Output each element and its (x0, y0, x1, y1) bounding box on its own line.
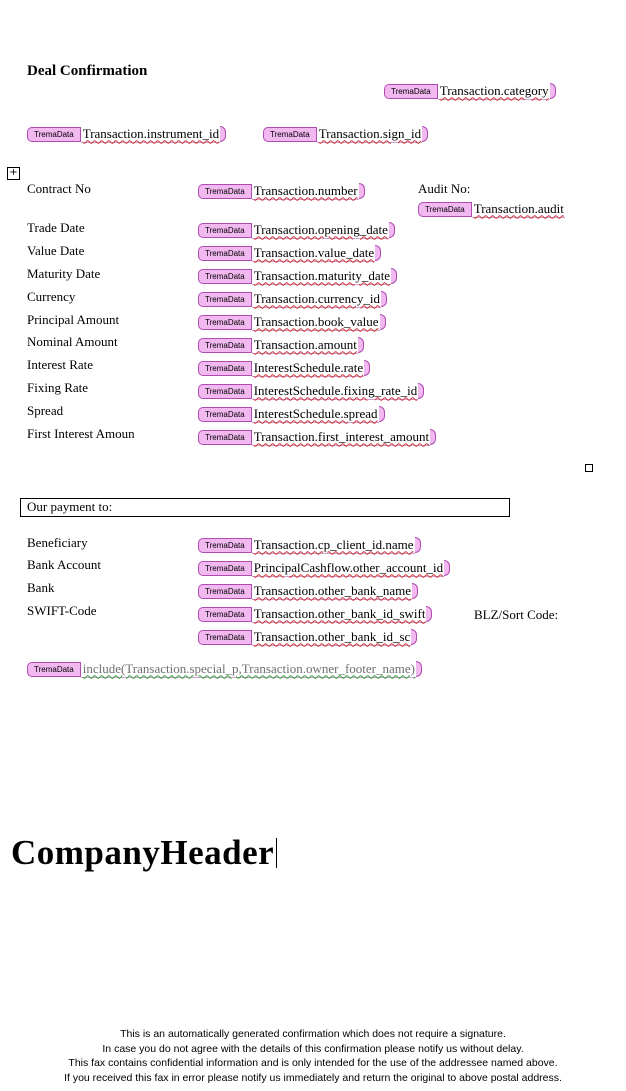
label-principal-amount: Principal Amount (27, 312, 120, 327)
tremadata-tag: TremaData (198, 246, 252, 261)
field-end-cap (389, 222, 395, 238)
field-end-cap (415, 537, 421, 553)
field-value: Transaction.maturity_date (253, 267, 391, 283)
field-value: Transaction.sign_id (318, 125, 422, 141)
tremadata-tag: TremaData (198, 584, 252, 599)
field-value: Transaction.currency_id (253, 290, 380, 306)
label-nominal-amount: Nominal Amount (27, 334, 118, 349)
field-sort-code[interactable] (198, 629, 417, 645)
tremadata-tag: TremaData (263, 127, 317, 142)
tremadata-tag: TremaData (198, 315, 252, 330)
field-value: Transaction.audit (473, 200, 564, 216)
tremadata-tag: TremaData (27, 127, 81, 142)
tremadata-tag: TremaData (384, 84, 438, 99)
label-interest-rate: Interest Rate (27, 357, 94, 372)
tremadata-tag: TremaData (198, 223, 252, 238)
field-currency[interactable] (198, 291, 387, 307)
tremadata-tag: TremaData (198, 184, 252, 199)
field-audit-no[interactable] (418, 201, 565, 217)
field-contract-no[interactable] (198, 183, 365, 199)
field-end-cap (430, 429, 436, 445)
tremadata-tag: TremaData (27, 662, 81, 677)
field-beneficiary[interactable] (198, 537, 421, 553)
label-blz-sort-code: BLZ/Sort Code: (474, 607, 559, 622)
document-title: Deal Confirmation (27, 63, 148, 79)
field-end-cap (359, 183, 365, 199)
footer-line: In case you do not agree with the details of this confirmation please notify us without delay. (102, 1042, 524, 1055)
field-end-cap (358, 337, 364, 353)
field-value: Transaction.cp_client_id.name (253, 536, 414, 552)
tremadata-tag: TremaData (198, 384, 252, 399)
label-swift-code: SWIFT-Code (27, 603, 97, 618)
field-value: InterestSchedule.rate (253, 359, 364, 375)
label-first-interest-amount: First Interest Amoun (27, 426, 135, 441)
footer-line: This is an automatically generated confirmation which does not require a signature. (120, 1028, 506, 1040)
footer-line: This fax contains confidential information and is only intended for the use of the addressee named above. (68, 1057, 558, 1069)
tremadata-tag: TremaData (198, 292, 252, 307)
field-value-date[interactable] (198, 245, 381, 261)
tremadata-tag: TremaData (198, 630, 252, 645)
tremadata-tag: TremaData (198, 430, 252, 445)
field-value: Transaction.amount (253, 336, 357, 352)
field-end-cap (375, 245, 381, 261)
label-contract-no: Contract No (27, 181, 91, 196)
field-transaction-sign[interactable] (263, 126, 428, 142)
tremadata-tag: TremaData (198, 561, 252, 576)
label-spread: Spread (27, 403, 64, 418)
label-bank-account: Bank Account (27, 557, 102, 572)
field-value: Transaction.other_bank_id_swift (253, 605, 426, 621)
label-audit-no: Audit No: (418, 181, 471, 196)
field-value: include(Transaction.special_p,Transaction.owner_footer_name) (82, 660, 415, 676)
field-include-footer[interactable] (27, 661, 422, 677)
field-nominal-amount[interactable] (198, 337, 364, 353)
field-end-cap (380, 314, 386, 330)
field-value: Transaction.opening_date (253, 221, 388, 237)
label-trade-date: Trade Date (27, 220, 85, 235)
table-move-handle-icon[interactable]: + (7, 167, 20, 180)
field-value: Transaction.value_date (253, 244, 375, 260)
label-maturity-date: Maturity Date (27, 266, 101, 281)
field-spread[interactable] (198, 406, 385, 422)
field-end-cap (422, 126, 428, 142)
field-end-cap (550, 83, 556, 99)
field-value: Transaction.first_interest_amount (253, 428, 430, 444)
field-interest-rate[interactable] (198, 360, 370, 376)
field-fixing-rate[interactable] (198, 383, 424, 399)
field-end-cap (381, 291, 387, 307)
field-transaction-category[interactable] (384, 83, 556, 99)
company-header[interactable] (11, 833, 277, 873)
tremadata-tag: TremaData (198, 538, 252, 553)
field-end-cap (444, 560, 450, 576)
field-value: Transaction.other_bank_name (253, 582, 412, 598)
field-first-interest-amount[interactable] (198, 429, 436, 445)
field-value: InterestSchedule.spread (253, 405, 378, 421)
footer-disclaimer (0, 1027, 626, 1085)
payment-header: Our payment to: (27, 499, 113, 514)
field-bank[interactable] (198, 583, 418, 599)
field-end-cap (220, 126, 226, 142)
field-value: Transaction.category (439, 82, 549, 98)
field-value: Transaction.other_bank_id_sc (253, 628, 411, 644)
field-end-cap (426, 606, 432, 622)
footer-line: If you received this fax in error please notify us immediately and return the original to above postal address. (64, 1071, 562, 1084)
field-bank-account[interactable] (198, 560, 450, 576)
label-bank: Bank (27, 580, 55, 595)
tremadata-tag: TremaData (198, 269, 252, 284)
field-value: Transaction.instrument_id (82, 125, 220, 141)
field-end-cap (391, 268, 397, 284)
field-swift-code[interactable] (198, 606, 432, 622)
field-maturity-date[interactable] (198, 268, 397, 284)
field-end-cap (411, 629, 417, 645)
table-resize-handle-icon[interactable] (585, 464, 593, 472)
field-end-cap (379, 406, 385, 422)
text-cursor (276, 838, 277, 868)
field-end-cap (364, 360, 370, 376)
tremadata-tag: TremaData (198, 361, 252, 376)
field-end-cap (416, 661, 422, 677)
tremadata-tag: TremaData (198, 407, 252, 422)
label-value-date: Value Date (27, 243, 85, 258)
field-end-cap (418, 383, 424, 399)
field-value: InterestSchedule.fixing_rate_id (253, 382, 418, 398)
company-header-text: CompanyHeader (11, 833, 275, 872)
label-beneficiary: Beneficiary (27, 535, 88, 550)
field-value: PrincipalCashflow.other_account_id (253, 559, 444, 575)
tremadata-tag: TremaData (198, 338, 252, 353)
label-currency: Currency (27, 289, 76, 304)
field-value: Transaction.number (253, 182, 358, 198)
field-principal-amount[interactable] (198, 314, 386, 330)
tremadata-tag: TremaData (198, 607, 252, 622)
field-end-cap (412, 583, 418, 599)
tremadata-tag: TremaData (418, 202, 472, 217)
field-trade-date[interactable] (198, 222, 395, 238)
field-value: Transaction.book_value (253, 313, 379, 329)
field-transaction-instrument[interactable] (27, 126, 226, 142)
label-fixing-rate: Fixing Rate (27, 380, 89, 395)
